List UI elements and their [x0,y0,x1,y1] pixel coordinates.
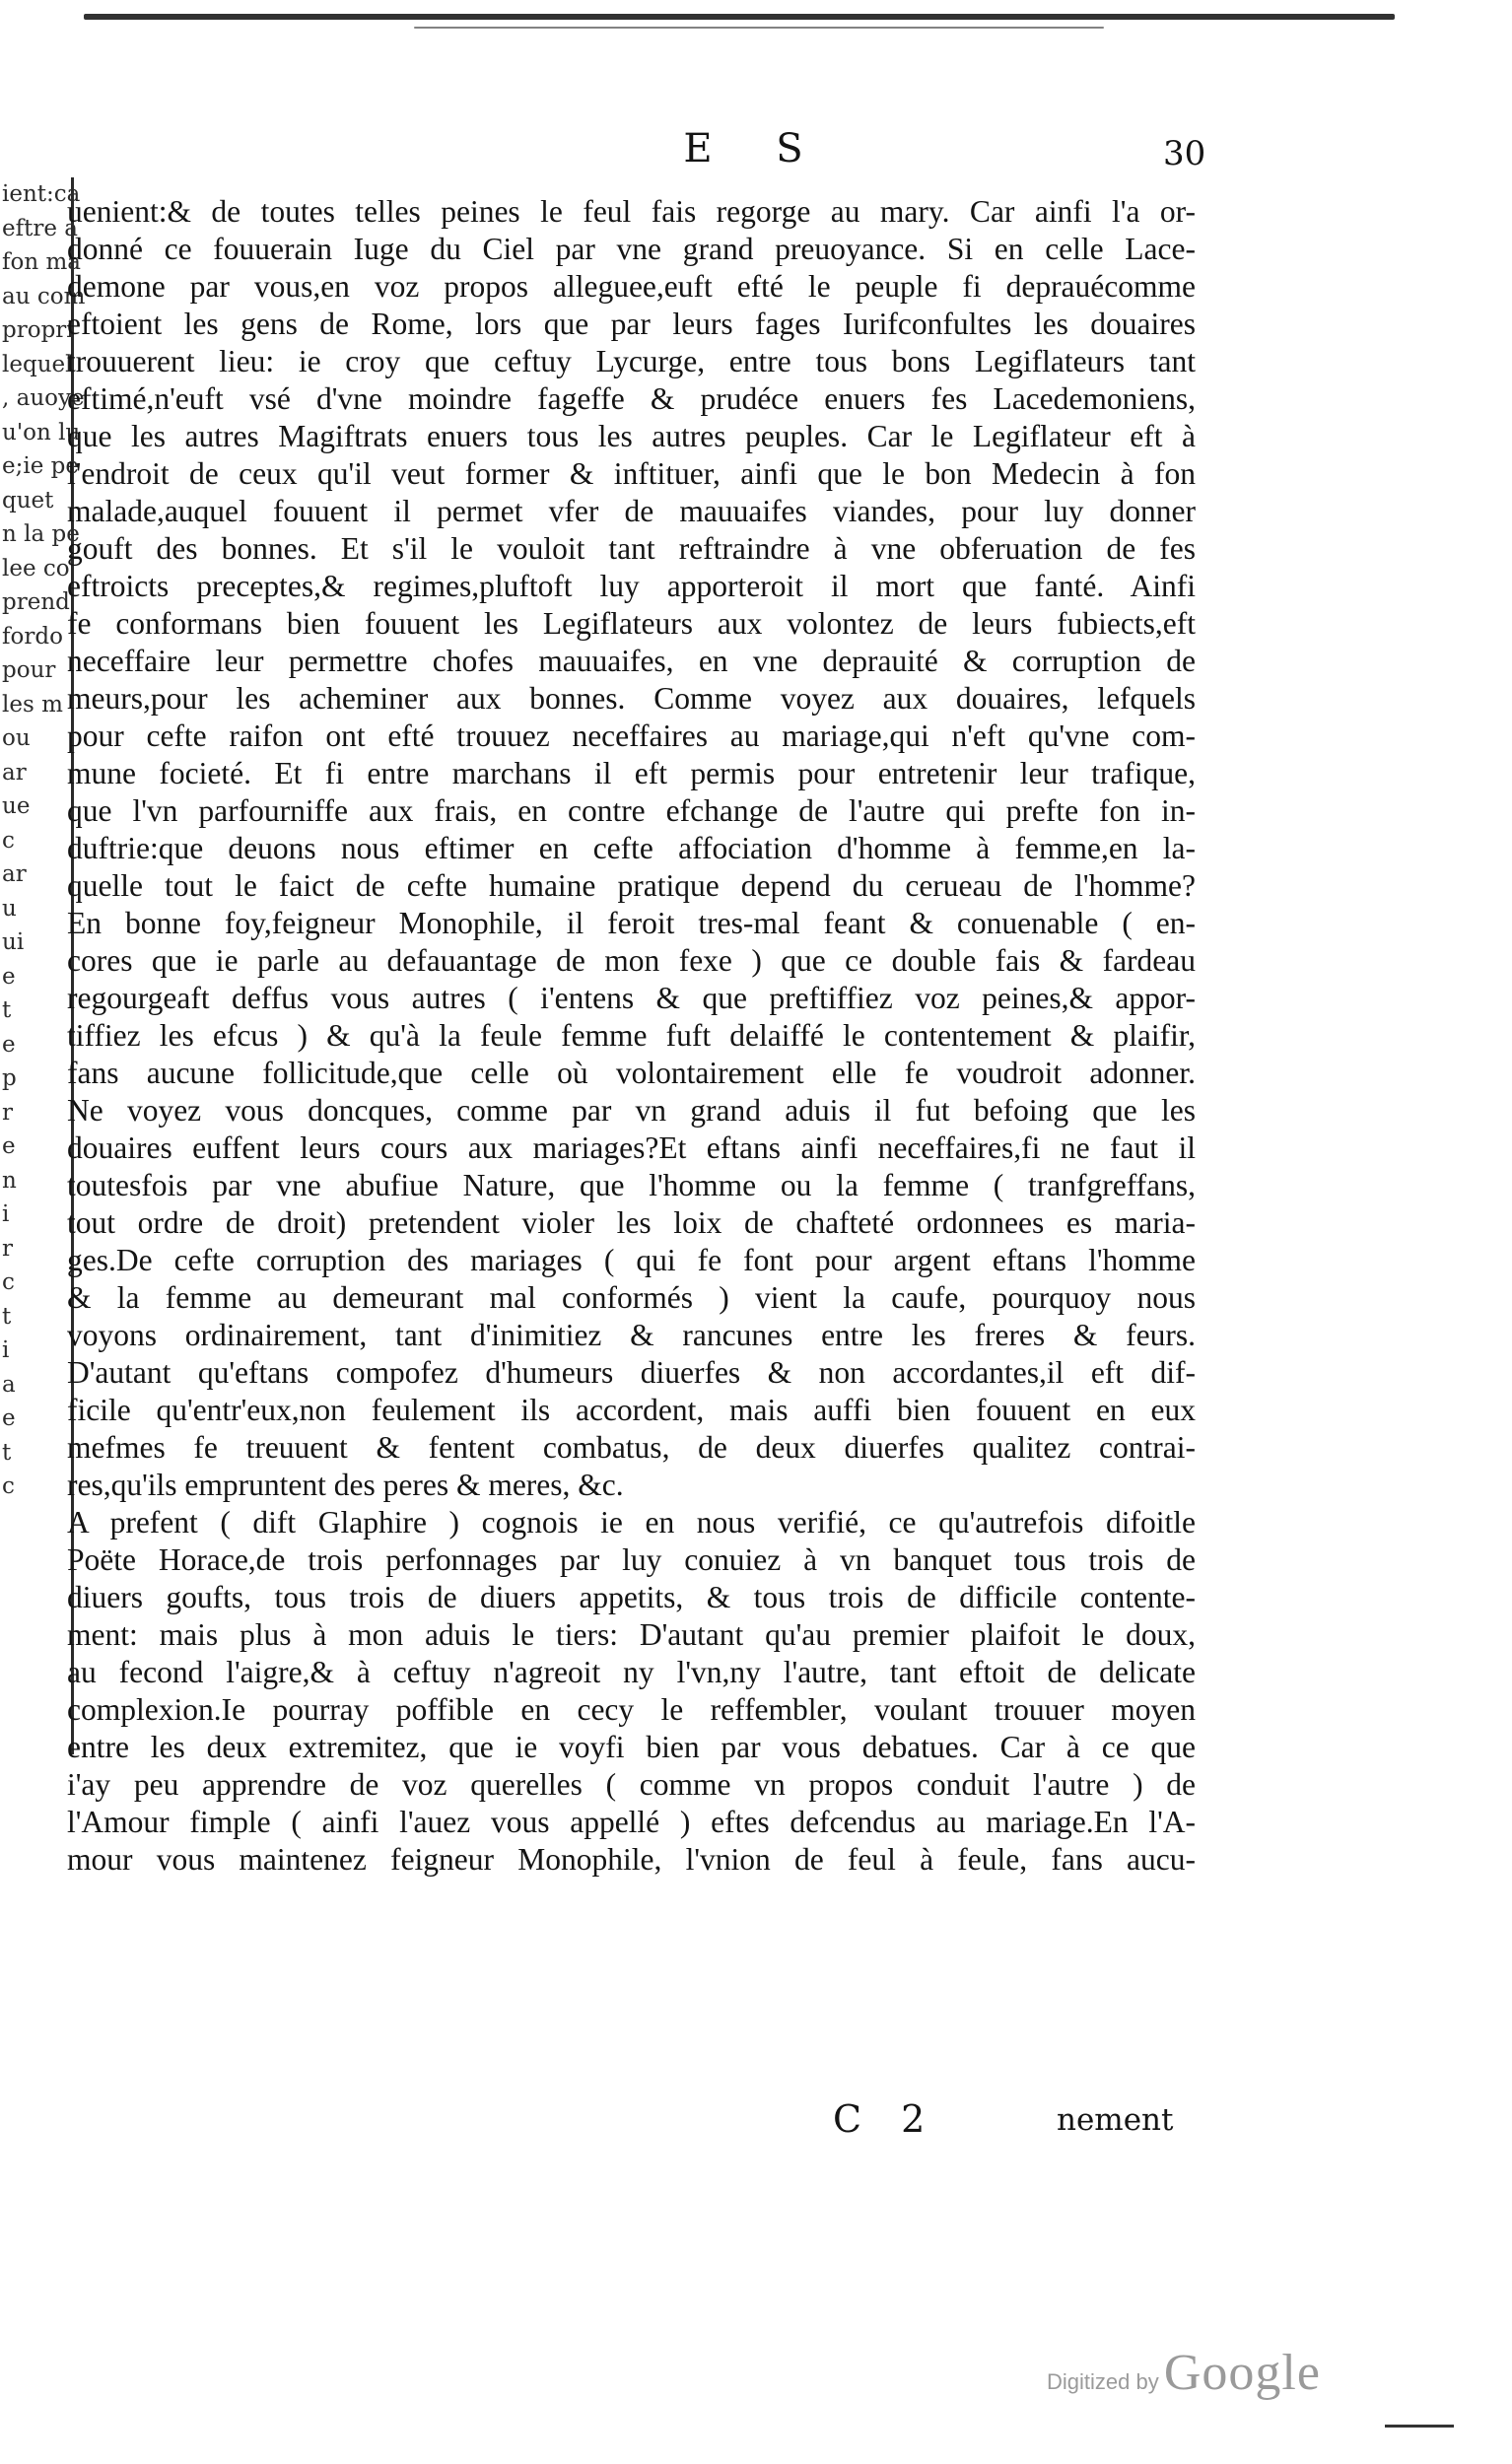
gutter-fragment: fon ma [2,249,82,275]
text-line: gouft des bonnes. Et s'il le vouloit tant reftraindre à vne obferuation de fes [67,531,1196,566]
text-line: Ne voyez vous doncques, comme par vn grand aduis il fut befoing que les [67,1093,1196,1128]
text-line: ges.De cefte corruption des mariages ( qui fe font pour argent eftans l'homme [67,1243,1196,1277]
text-line: complexion.Ie pourray poffible en cecy le reffembler, voulant trouuer moyen [67,1692,1196,1727]
facing-page-gutter [0,177,86,1754]
text-line: douaires euffent leurs cours aux mariages?Et eftans ainfi neceffaires,fi ne faut il [67,1130,1196,1165]
text-line: donné ce fouuerain Iuge du Ciel par vne grand preuoyance. Si en celle Lace- [67,232,1196,266]
gutter-fragment: au com [2,283,86,309]
text-line: l'endroit de ceux qu'il veut former & inftituer, ainfi que le bon Medecin à fon [67,456,1196,491]
text-line: que les autres Magiftrats enuers tous les autres peuples. Car le Legiflateur eft à [67,419,1196,453]
text-line: malade,auquel fouuent il permet vfer de mauuaifes viandes, pour luy donner [67,494,1196,528]
gutter-fragment: e [2,1031,16,1058]
gutter-fragment: ar [2,759,27,786]
text-line: eftroicts preceptes,& regimes,pluftoft luy apporteroit il mort que fanté. Ainfi [67,569,1196,603]
text-line: quelle tout le faict de cefte humaine pratique depend du cerueau de l'homme? [67,868,1196,903]
text-line: entre les deux extremitez, que ie voyfi bien par vous debatues. Car à ce que [67,1730,1196,1764]
text-line: mune focieté. Et fi entre marchans il eft permis pour entretenir leur trafique, [67,756,1196,790]
text-line: voyons ordinairement, tant d'inimitiez & rancunes entre les freres & feurs. [67,1318,1196,1352]
gutter-fragment: fordo [2,623,63,650]
text-line: cores que ie parle au defauantage de mon fexe ) que ce double fais & fardeau [67,943,1196,978]
text-line: pour cefte raifon ont efté trouuez neceffaires au mariage,qui n'eft qu'vne com- [67,719,1196,753]
gutter-fragment: n la pe [2,521,80,547]
gutter-fragment: pour [2,657,56,683]
body-text [67,193,1196,1879]
gutter-fragment: r [2,1099,13,1126]
signature-mark: C 2 [833,2097,939,2141]
gutter-fragment: e;ie pe [2,453,79,479]
gutter-fragment: ar [2,861,27,887]
text-line: ficile qu'entr'eux,non feulement ils accordent, mais auffi bien fouuent en eux [67,1393,1196,1427]
digitized-watermark [1047,2344,1321,2402]
gutter-fragment: t [2,1439,12,1466]
gutter-fragment: c [2,827,15,854]
catchword: nement [1057,2102,1174,2138]
bottom-edge-mark [1385,2425,1454,2428]
gutter-fragment: p [2,1065,17,1091]
gutter-fragment: r [2,1235,13,1262]
google-logo: Google [1163,2345,1321,2401]
gutter-fragment: quet [2,487,54,513]
gutter-fragment: t [2,1303,12,1330]
gutter-fragment: propri [2,317,74,343]
gutter-fragment: ue [2,793,31,819]
text-line: l'Amour fimple ( ainfi l'auez vous appellé ) eftes defcendus au mariage.En l'A- [67,1805,1196,1839]
gutter-fragment: i [2,1337,10,1363]
text-line: mour vous maintenez feigneur Monophile, l'vnion de feul à feule, fans aucu- [67,1842,1196,1877]
gutter-fragment: , auoye [2,385,85,411]
gutter-fragment: ui [2,929,25,955]
text-line: Poëte Horace,de trois perfonnages par luy conuiez à vn banquet tous trois de [67,1542,1196,1577]
text-line: i'ay peu apprendre de voz querelles ( comme vn propos conduit l'autre ) de [67,1767,1196,1802]
watermark-prefix: Digitized by [1047,2369,1159,2394]
text-line: En bonne foy,feigneur Monophile, il feroit tres-mal feant & conuenable ( en- [67,906,1196,940]
gutter-fragment: lee co [2,555,70,582]
gutter-fragment: ou [2,725,31,751]
gutter-fragment: u [2,895,17,922]
gutter-fragment: e [2,1405,16,1431]
text-line: duftrie:que deuons nous eftimer en cefte affociation d'homme à femme,en la- [67,831,1196,865]
text-line: A prefent ( dift Glaphire ) cognois ie en nous verifié, ce qu'autrefois difoitle [67,1505,1196,1540]
gutter-fragment: i [2,1201,10,1227]
text-line: regourgeaft deffus vous autres ( i'entens & que preftiffiez voz peines,& appor- [67,981,1196,1015]
text-line: tiffiez les efcus ) & qu'à la feule femme fuft delaiffé le contentement & plaifir, [67,1018,1196,1053]
text-line: eftoient les gens de Rome, lors que par leurs fages Iurifconfultes les douaires [67,307,1196,341]
top-border-rule-secondary [414,27,1104,29]
text-line: fans aucune follicitude,que celle où volontairement elle fe voudroit adonner. [67,1056,1196,1090]
folio-page-number: 30 [1163,134,1206,173]
text-line: trouuerent lieu: ie croy que ceftuy Lycurge, entre tous bons Legiflateurs tant [67,344,1196,378]
text-line: res,qu'ils empruntent des peres & meres, &c. [67,1468,624,1502]
top-border-rule [84,14,1395,20]
text-line: D'autant qu'eftans compofez d'humeurs diuerfes & non accordantes,il eft dif- [67,1355,1196,1390]
gutter-fragment: lequel [2,351,73,377]
text-line: toutesfois par vne abufiue Nature, que l'homme ou la femme ( tranfgreffans, [67,1168,1196,1202]
text-line: uenient:& de toutes telles peines le feul fais regorge au mary. Car ainfi l'a or- [67,194,1196,229]
running-head: E S [683,126,829,171]
gutter-fragment: les m [2,691,63,718]
text-line: que l'vn parfourniffe aux frais, en contre efchange de l'autre qui prefte fon in- [67,793,1196,828]
text-line: mefmes fe treuuent & fentent combatus, de deux diuerfes qualitez contrai- [67,1430,1196,1465]
gutter-fragment: c [2,1269,15,1295]
text-line: meurs,pour les acheminer aux bonnes. Comme voyez aux douaires, lefquels [67,681,1196,716]
text-line: au fecond l'aigre,& à ceftuy n'agreoit ny l'vn,ny l'autre, tant eftoit de delicate [67,1655,1196,1689]
text-line: eftimé,n'euft vsé d'vne moindre fageffe & prudéce enuers fes Lacedemoniens, [67,381,1196,416]
text-line: fe conformans bien fouuent les Legiflateurs aux volontez de leurs fubiects,eft [67,606,1196,641]
text-line: ment: mais plus à mon aduis le tiers: D'autant qu'au premier plaifoit le doux, [67,1617,1196,1652]
text-line: & la femme au demeurant mal conformés ) vient la caufe, pourquoy nous [67,1280,1196,1315]
gutter-fragment: prend [2,589,70,615]
gutter-fragment: c [2,1473,15,1499]
gutter-fragment: u'on lu [2,419,81,445]
gutter-fragment: e [2,963,16,990]
gutter-fragment: ient:ca [2,181,81,207]
gutter-fragment: t [2,997,12,1023]
text-line: neceffaire leur permettre chofes mauuaifes, en vne deprauité & corruption de [67,644,1196,678]
gutter-fragment: e [2,1133,16,1159]
gutter-fragment: eftre a [2,215,78,241]
text-line: demone par vous,en voz propos alleguee,euft efté le peuple fi deprauécomme [67,269,1196,304]
text-line: tout ordre de droit) pretendent violer les loix de chafteté ordonnees es maria- [67,1205,1196,1240]
gutter-fragment: a [2,1371,16,1398]
text-line: diuers goufts, tous trois de diuers appetits, & tous trois de difficile contente- [67,1580,1196,1614]
gutter-fragment: n [2,1167,17,1194]
